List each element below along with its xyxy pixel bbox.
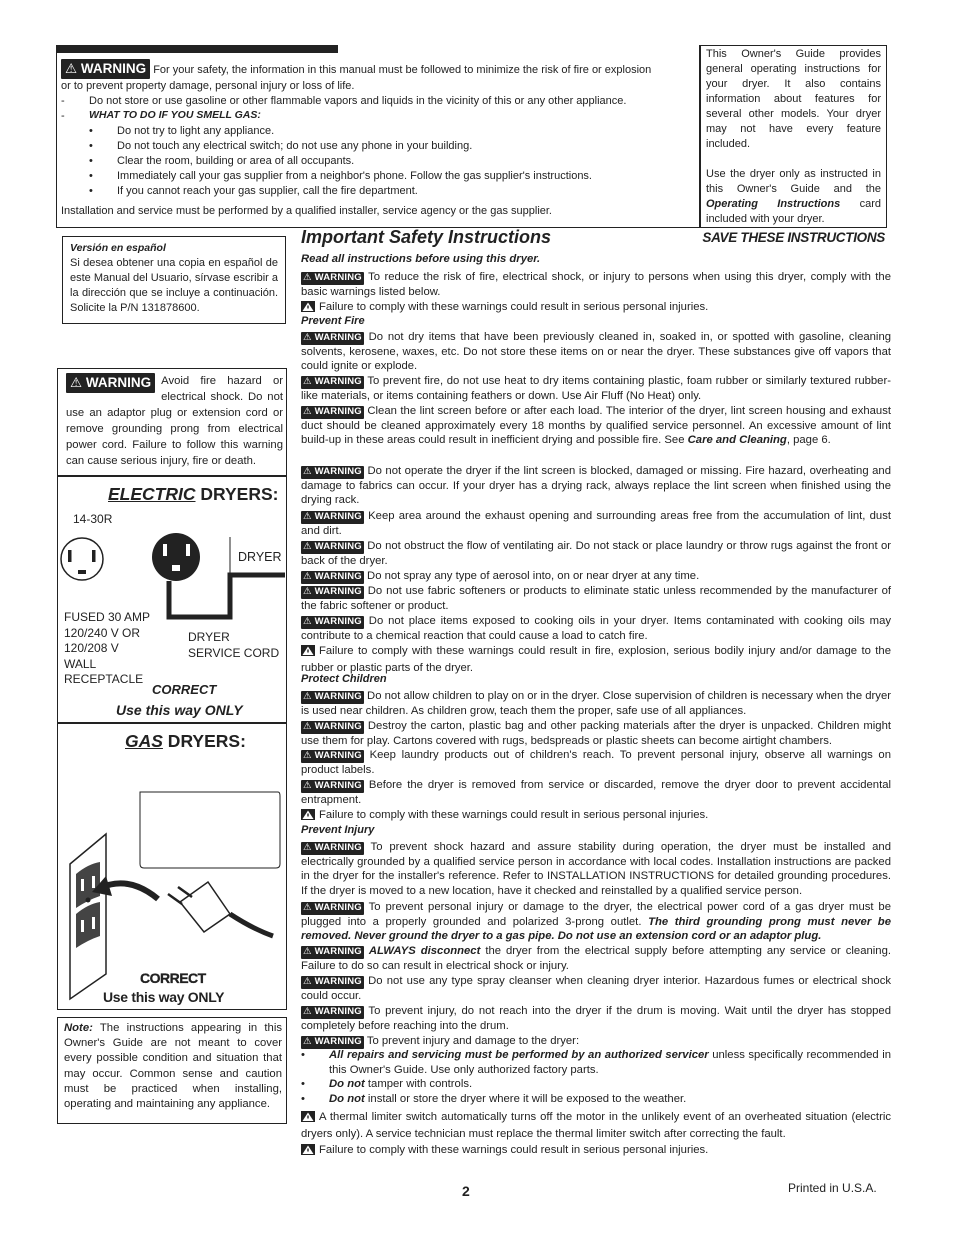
injury-warning-5: ⚠ WARNING To prevent injury, do not reach into the dryer if the drum is moving. Wait until the dryer has stopped completely before reaching into the drum. [301,1005,891,1032]
warning-badge: ⚠ WARNING [303,376,362,387]
bullet-marker: • [89,185,93,197]
warning-badge: ⚠ WARNING [303,571,362,582]
fire-warning-6: ⚠ WARNING Do not obstruct the flow of ventilating air. Do not stack or place laundry or throw rugs against the front or back of the dryer. [301,540,891,567]
warning-badge: ⚠ WARNING [303,332,362,343]
electric-dryers-panel [57,476,287,723]
failure-note-1: Failure to comply with these warnings could result in serious personal injuries. [301,300,891,317]
injury-warning-1: ⚠ WARNING To prevent shock hazard and assure stability during operation, the dryer must be installed and electrically grounded by a qualified service person in accordance with local codes. Installation instructions are packed in the dryer for the installer's reference. Refer to INSTALLATION INSTRUCTIONS for detailed grounding procedures. If the dryer is moved to a new location, have it checked and reinstalled by a qualified service person. [301,841,891,897]
top-warning-intro2: or to prevent property damage, personal injury or loss of life. [61,80,355,92]
gas-correct-label: CORRECT [140,970,206,986]
top-warning-box [56,45,700,228]
bullet-marker: • [89,155,93,167]
injury-warning-3: ⚠ WARNING ALWAYS disconnect the dryer from the electrical supply before attempting any service or cleaning. Failure to do so can result in electrical shock or injury. [301,945,891,972]
printed-in-usa: Printed in U.S.A. [788,1181,877,1195]
note-label: Note: [64,1022,93,1034]
warning-badge: ⚠ WARNING [66,373,155,393]
injury-warning-6: ⚠ WARNING To prevent injury and damage to the dryer: [303,1035,580,1047]
injury-bullet-2: • Do not tamper with controls. [301,1078,473,1090]
injury-bullet-1: • All repairs and servicing must be performed by an authorized servicer unless specifically recommended in this Owner's Guide. Use only authorized factory parts. [301,1049,891,1076]
fire-warning-9: ⚠ WARNING Do not place items exposed to cooking oils in your dryer. Items contaminated with cooking oils may contribute to a chemical reaction that could cause a load to catch fire. [301,615,892,642]
dash-marker: - [61,110,65,122]
owner-guide-note [700,45,887,228]
thermal-limiter-note: A thermal limiter switch automatically turns off the motor in the unlikely event of an overheated situation (electric dryers only). A service technician must replace the thermal limiter switch after correcting the fault. [301,1111,891,1140]
warning-badge: ⚠ WARNING [303,1036,362,1047]
prevent-injury-heading: Prevent Injury [301,824,375,836]
warning-badge: ⚠ WARNING [303,691,362,702]
warning-badge: ⚠ WARNING [61,59,150,79]
warning-badge: ⚠ WARNING [303,272,362,283]
failure-note-3: Failure to comply with these warnings could result in serious personal injuries. [301,1143,891,1160]
read-all-instructions: Read all instructions before using this dryer. [301,253,541,265]
receptacle-code: 14-30R [73,512,113,526]
warning-badge: ⚠ WARNING [303,780,362,791]
children-warning-1: ⚠ WARNING Do not allow children to play on or in the dryer. Close supervision of children is necessary when the dryer is used near children. As children grow, teach them the proper, safe use of all appliances. [301,690,891,717]
prevent-fire-heading: Prevent Fire [301,315,365,327]
top-warning-dash2: WHAT TO DO IF YOU SMELL GAS: [89,109,261,121]
service-cord-label: DRYER SERVICE CORD [188,630,280,660]
owner-note-p1: This Owner's Guide provides general operating instructions for your dryer. It also contains information about features for several other models. Your dryer may not have every feature included. [706,48,881,150]
warning-triangle-icon: ⚠ [65,61,78,76]
fire-warning-7: ⚠ WARNING Do not spray any type of aerosol into, on or near dryer at any time. [303,570,700,582]
caution-triangle-icon [301,1144,315,1160]
caution-triangle-icon [301,1111,315,1127]
top-warning-intro-line: ⚠ WARNING For your safety, the information in this manual must be followed to minimize the risk of fire or explosion [61,59,696,79]
spanish-title: Versión en español [70,242,166,254]
intro-warning: ⚠ WARNING To reduce the risk of fire, electrical shock, or injury to persons when using this dryer, comply with the basic warnings listed below. [301,271,891,298]
bullet-marker: • [89,140,93,152]
children-warning-3: ⚠ WARNING Keep laundry products out of children's reach. To prevent personal injury, observe all warnings on product labels. [301,749,892,776]
top-warning-bar [56,45,338,53]
fire-warning-2: ⚠ WARNING To prevent fire, do not use heat to dry items containing plastic, foam rubber or similarly textured rubber-like materials, or items containing feathers or down. Use Air Fluff (No Heat) only. [301,375,891,402]
fire-warning-1: ⚠ WARNING Do not dry items that have been previously cleaned in, soaked in, or spotted with gasoline, cleaning solvents, kerosene, waxes, etc. Do not store these items on or near the dryer. These substances give off vapors that could ignite or explode. [301,331,892,373]
failure-note-2: Failure to comply with these warnings could result in serious personal injuries. [301,808,891,825]
spanish-version-box [62,236,286,324]
warning-badge: ⚠ WARNING [303,721,362,732]
injury-warning-2: ⚠ WARNING To prevent personal injury or damage to the dryer, the electrical power cord of a gas dryer must be plugged into a properly grounded and polarized 3-prong outlet. The third grounding prong must never be removed. Never ground the dryer to a gas pipe. Do not use an extension cord or an adaptor plug. [301,901,891,943]
fire-warning-5: ⚠ WARNING Keep area around the exhaust opening and surrounding areas free from the accumulation of lint, dust and dirt. [301,510,891,537]
electric-heading: ELECTRIC DRYERS: [108,484,279,504]
bullet-marker: • [301,1078,305,1090]
warning-triangle-icon: ⚠ [70,375,83,390]
bullet-marker: • [301,1049,305,1061]
bullet-marker: • [89,125,93,137]
warning-badge: ⚠ WARNING [303,466,362,477]
electric-use-only-label: Use this way ONLY [116,702,243,718]
bullet-marker: • [301,1093,305,1105]
cord-warning-box [57,368,287,476]
top-warning-dash1: Do not store or use gasoline or other flammable vapors and liquids in the vicinity of this or any other appliance. [89,95,627,107]
gas-bullet-5: If you cannot reach your gas supplier, call the fire department. [117,185,418,197]
dryer-label: DRYER [238,550,282,564]
injury-warning-4: ⚠ WARNING Do not use any type spray cleanser when cleaning dryer interior. Hazardous fumes or electrical shock could occur. [301,975,891,1002]
gas-bullet-3: Clear the room, building or area of all occupants. [117,155,355,167]
top-warning-footer: Installation and service must be performed by a qualified installer, service agency or the gas supplier. [61,205,552,217]
electric-correct-label: CORRECT [152,682,217,697]
fire-warning-8: ⚠ WARNING Do not use fabric softeners or products to eliminate static unless recommended by the manufacturer of the fabric softener or product. [301,585,892,612]
warning-badge: ⚠ WARNING [303,902,362,913]
note-box [57,1017,287,1124]
warning-badge: ⚠ WARNING [303,511,362,522]
receptacle-label: FUSED 30 AMP 120/240 V OR 120/208 V WALL RECEPTACLE [64,610,151,686]
page-number: 2 [462,1183,470,1199]
warning-badge: ⚠ WARNING [303,406,362,417]
gas-outlet-illustration [58,724,288,1011]
gas-bullet-2: Do not touch any electrical switch; do not use any phone in your building. [117,140,473,152]
bullet-marker: • [89,170,93,182]
owner-note-p2: Use the dryer only as instructed in this Owner's Guide and the Operating Instructions card included with your dryer. [706,168,881,225]
warning-badge: ⚠ WARNING [303,1006,362,1017]
warning-badge: ⚠ WARNING [303,842,362,853]
warning-badge: ⚠ WARNING [303,586,362,597]
fire-failure-note: Failure to comply with these warnings could result in fire, explosion, serious bodily injury and/or damage to the rubber or plastic parts of the dryer. [301,645,891,674]
injury-bullet-3: • Do not install or store the dryer where it will be exposed to the weather. [301,1093,687,1105]
dash-marker: - [61,95,65,107]
gas-bullet-4: Immediately call your gas supplier from a neighbor's phone. Follow the gas supplier's instructions. [117,170,592,182]
warning-badge: ⚠ WARNING [303,976,362,987]
warning-badge: ⚠ WARNING [303,616,362,627]
protect-children-heading: Protect Children [301,673,387,685]
note-body: The instructions appearing in this Owner's Guide are not meant to cover every possible condition and situation that may occur. Common sense and caution must be practiced when installing, operating and maintaining any appliance. [64,1022,282,1111]
caution-triangle-icon [301,645,315,661]
warning-badge: ⚠ WARNING [303,750,362,761]
spanish-body: Si desea obtener una copia en español de este Manual del Usuario, sírvase escribir a la dirección que se incluye a continuación. Solicite la P/N 131878600. [70,257,278,314]
warning-badge: ⚠ WARNING [303,946,362,957]
gas-use-only-label: Use this way ONLY [103,989,225,1005]
gas-dryers-panel [57,723,287,1010]
gas-bullet-1: Do not try to light any appliance. [117,125,275,137]
fire-warning-4: ⚠ WARNING Do not operate the dryer if the lint screen is blocked, damaged or missing. Fire hazard, overheating and damage to fabrics can occur. If your dryer has a drying rack, always replace the lint screen when finished using the drying rack. [301,465,891,507]
page-title: Important Safety Instructions [301,227,552,247]
cord-warning-text: Avoid fire hazard or electrical shock. Do not use an adaptor plug or extension cord or remove grounding prong from electrical power cord. Failure to follow this warning can cause serious injury, fire or death. [66,375,283,467]
save-instructions-label: SAVE THESE INSTRUCTIONS [702,230,885,245]
fire-warning-3: ⚠ WARNING Clean the lint screen before or after each load. The interior of the dryer, lint screen housing and exhaust duct should be cleaned approximately every 18 months by qualified service personnel. An excessive amount of lint build-up in these areas could result in inefficient drying and possible fire. See Care and Cleaning, page 6. [301,405,892,447]
children-warning-2: ⚠ WARNING Destroy the carton, plastic bag and other packing materials after the dryer is unpacked. Children might use them for play. Cartons covered with rugs, bedspreads or plastic sheets can become airtight chambers. [301,720,891,747]
children-warning-4: ⚠ WARNING Before the dryer is removed from service or discarded, remove the dryer door to prevent accidental entrapment. [301,779,892,806]
gas-heading: GAS DRYERS: [125,731,246,751]
warning-badge: ⚠ WARNING [303,541,362,552]
